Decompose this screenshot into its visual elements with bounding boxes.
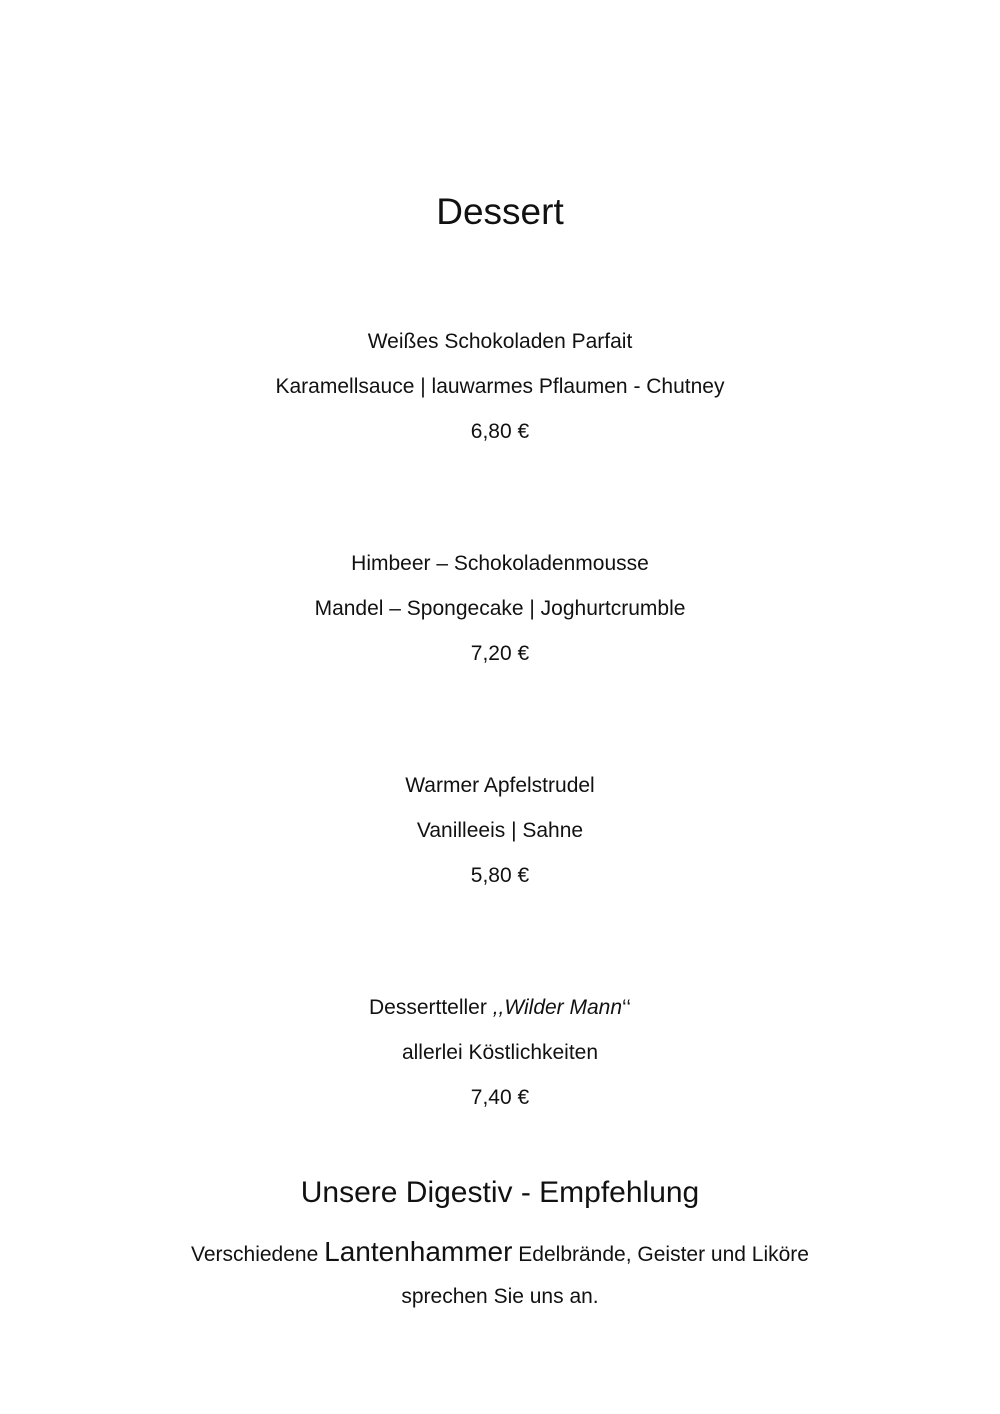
dessert-4-name-suffix: ‘‘ <box>622 996 631 1019</box>
dessert-2-description: Mandel – Spongecake | Joghurtcrumble <box>314 597 686 620</box>
dessert-4-name-prefix: Dessertteller <box>368 996 493 1019</box>
dessert-3-price: 5,80 € <box>470 864 530 887</box>
dessert-4-price: 7,40 € <box>470 1086 530 1109</box>
dessert-3-description: Vanilleeis | Sahne <box>416 819 584 842</box>
digestiv-line-1-before: Verschiedene <box>191 1243 325 1266</box>
dessert-1-name: Weißes Schokoladen Parfait <box>367 330 633 353</box>
digestiv-line-1-after: Edelbrände, Geister und Liköre <box>512 1243 809 1266</box>
dessert-4-name-italic: ,,Wilder Mann <box>492 996 623 1019</box>
page-title: Dessert <box>436 191 564 232</box>
dessert-2-price: 7,20 € <box>470 642 530 665</box>
dessert-4-name <box>0 993 1000 1023</box>
digestiv-line-1 <box>0 1234 1000 1273</box>
digestiv-line-2: sprechen Sie uns an. <box>401 1285 599 1308</box>
dessert-1-description: Karamellsauce | lauwarmes Pflaumen - Chutney <box>275 375 725 398</box>
dessert-2-name: Himbeer – Schokoladenmousse <box>351 552 649 575</box>
dessert-3-name: Warmer Apfelstrudel <box>405 774 595 797</box>
digestiv-brand: Lantenhammer <box>324 1236 513 1267</box>
dessert-4-description: allerlei Köstlichkeiten <box>401 1041 599 1064</box>
dessert-1-price: 6,80 € <box>470 420 530 443</box>
digestiv-title: Unsere Digestiv - Empfehlung <box>300 1176 700 1209</box>
